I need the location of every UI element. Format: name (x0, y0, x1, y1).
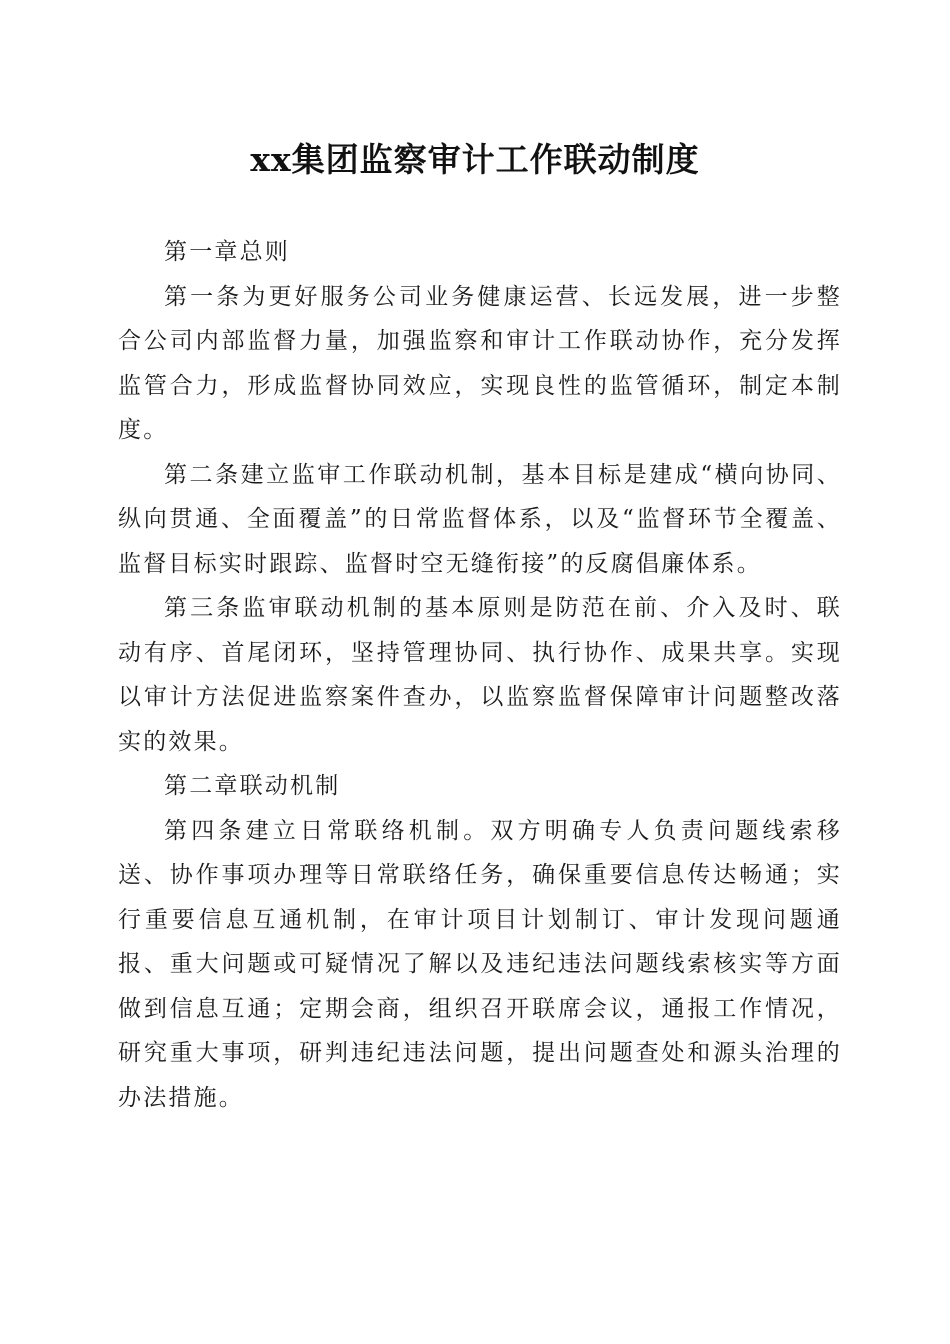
document-title: xx集团监察审计工作联动制度 (250, 140, 700, 179)
article-3: 第三条监审联动机制的基本原则是防范在前、介入及时、联动有序、首尾闭环，坚持管理协同、执行协作、成果共享。实现以审计方法促进监察案件查办，以监察监督保障审计问题整改落实的效果。 (118, 595, 842, 755)
chapter-heading-2: 第二章联动机制 (164, 773, 341, 799)
chapter-heading-1: 第一章总则 (164, 239, 290, 265)
article-2: 第二条建立监审工作联动机制，基本目标是建成“横向协同、纵向贯通、全面覆盖”的日常监督体系，以及“监督环节全覆盖、监督目标实时跟踪、监督时空无缝衔接”的反腐倡廉体系。 (118, 461, 842, 577)
document-body (118, 230, 842, 1120)
article-1: 第一条为更好服务公司业务健康运营、长远发展，进一步整合公司内部监督力量，加强监察和审计工作联动协作，充分发挥监管合力，形成监督协同效应，实现良性的监管循环，制定本制度。 (118, 283, 842, 443)
article-4: 第四条建立日常联络机制。双方明确专人负责问题线索移送、协作事项办理等日常联络任务，确保重要信息传达畅通；实行重要信息互通机制，在审计项目计划制订、审计发现问题通报、重大问题或可疑情况了解以及违纪违法问题线索核实等方面做到信息互通；定期会商，组织召开联席会议，通报工作情况，研究重大事项，研判违纪违法问题，提出问题查处和源头治理的办法措施。 (118, 817, 842, 1111)
